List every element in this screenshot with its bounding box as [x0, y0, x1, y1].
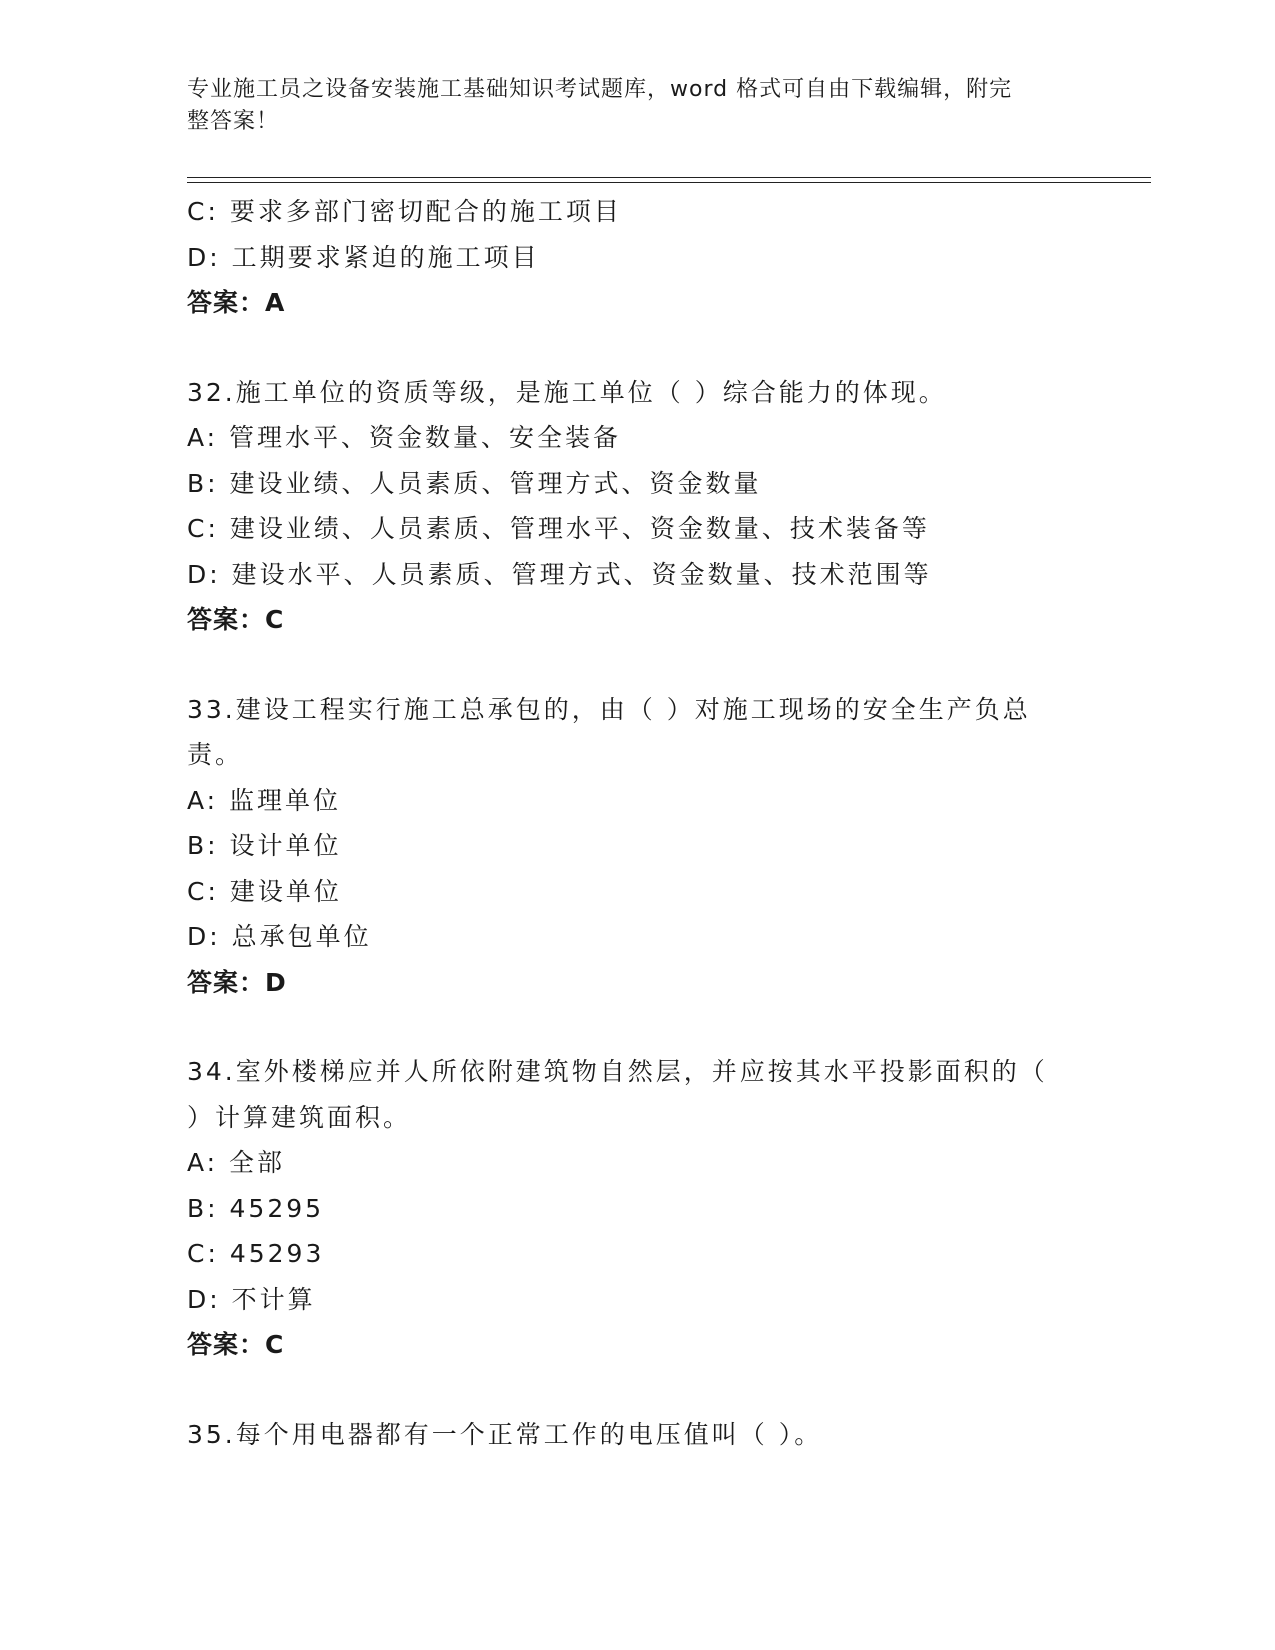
option-c: C: 45293 — [187, 1239, 325, 1268]
question-stem-line-2: ）计算建筑面积。 — [187, 1102, 412, 1132]
question-34 — [187, 1049, 1087, 1368]
option-b: B: 45295 — [187, 1193, 325, 1223]
spacer — [187, 643, 1087, 687]
spacer — [187, 1368, 1087, 1412]
question-32 — [187, 370, 1087, 643]
spacer — [187, 1005, 1087, 1049]
option-c: C: 建设单位 — [187, 876, 342, 906]
option-d: D: 不计算 — [187, 1284, 316, 1314]
option-c: C: 要求多部门密切配合的施工项目 — [187, 197, 622, 226]
question-35 — [187, 1412, 1087, 1458]
question-33 — [187, 687, 1087, 1006]
option-a: A: 全部 — [187, 1148, 286, 1177]
option-b: B: 设计单位 — [187, 831, 342, 860]
question-stem-line-2: 责。 — [187, 740, 244, 769]
answer: 答案：A — [187, 288, 286, 317]
document-header — [187, 74, 1067, 138]
answer: 答案：D — [187, 967, 287, 997]
question-31 — [187, 189, 1087, 326]
question-stem-line-1: 33.建设工程实行施工总承包的，由（ ）对施工现场的安全生产负总 — [187, 694, 1031, 724]
option-d: D: 建设水平、人员素质、管理方式、资金数量、技术范围等 — [187, 559, 932, 589]
question-stem-line-1: 34.室外楼梯应并人所依附建筑物自然层，并应按其水平投影面积的（ — [187, 1057, 1048, 1086]
header-divider-top — [187, 177, 1151, 178]
spacer — [187, 326, 1087, 370]
option-a: A: 监理单位 — [187, 785, 342, 815]
answer: 答案：C — [187, 1330, 285, 1359]
question-stem: 32.施工单位的资质等级，是施工单位（ ）综合能力的体现。 — [187, 377, 947, 407]
header-line-2: 整答案！ — [187, 109, 280, 134]
option-c: C: 建设业绩、人员素质、管理水平、资金数量、技术装备等 — [187, 514, 930, 543]
option-b: B: 建设业绩、人员素质、管理方式、资金数量 — [187, 468, 762, 498]
question-stem: 35.每个用电器都有一个正常工作的电压值叫（ ）。 — [187, 1419, 823, 1449]
option-d: D: 总承包单位 — [187, 922, 372, 951]
question-list — [187, 189, 1087, 1457]
answer: 答案：C — [187, 605, 285, 634]
option-a: A: 管理水平、资金数量、安全装备 — [187, 423, 622, 452]
header-divider-bottom — [187, 182, 1151, 183]
option-d: D: 工期要求紧迫的施工项目 — [187, 242, 540, 272]
header-line-1: 专业施工员之设备安装施工基础知识考试题库，word 格式可自由下载编辑，附完 — [187, 77, 1013, 102]
